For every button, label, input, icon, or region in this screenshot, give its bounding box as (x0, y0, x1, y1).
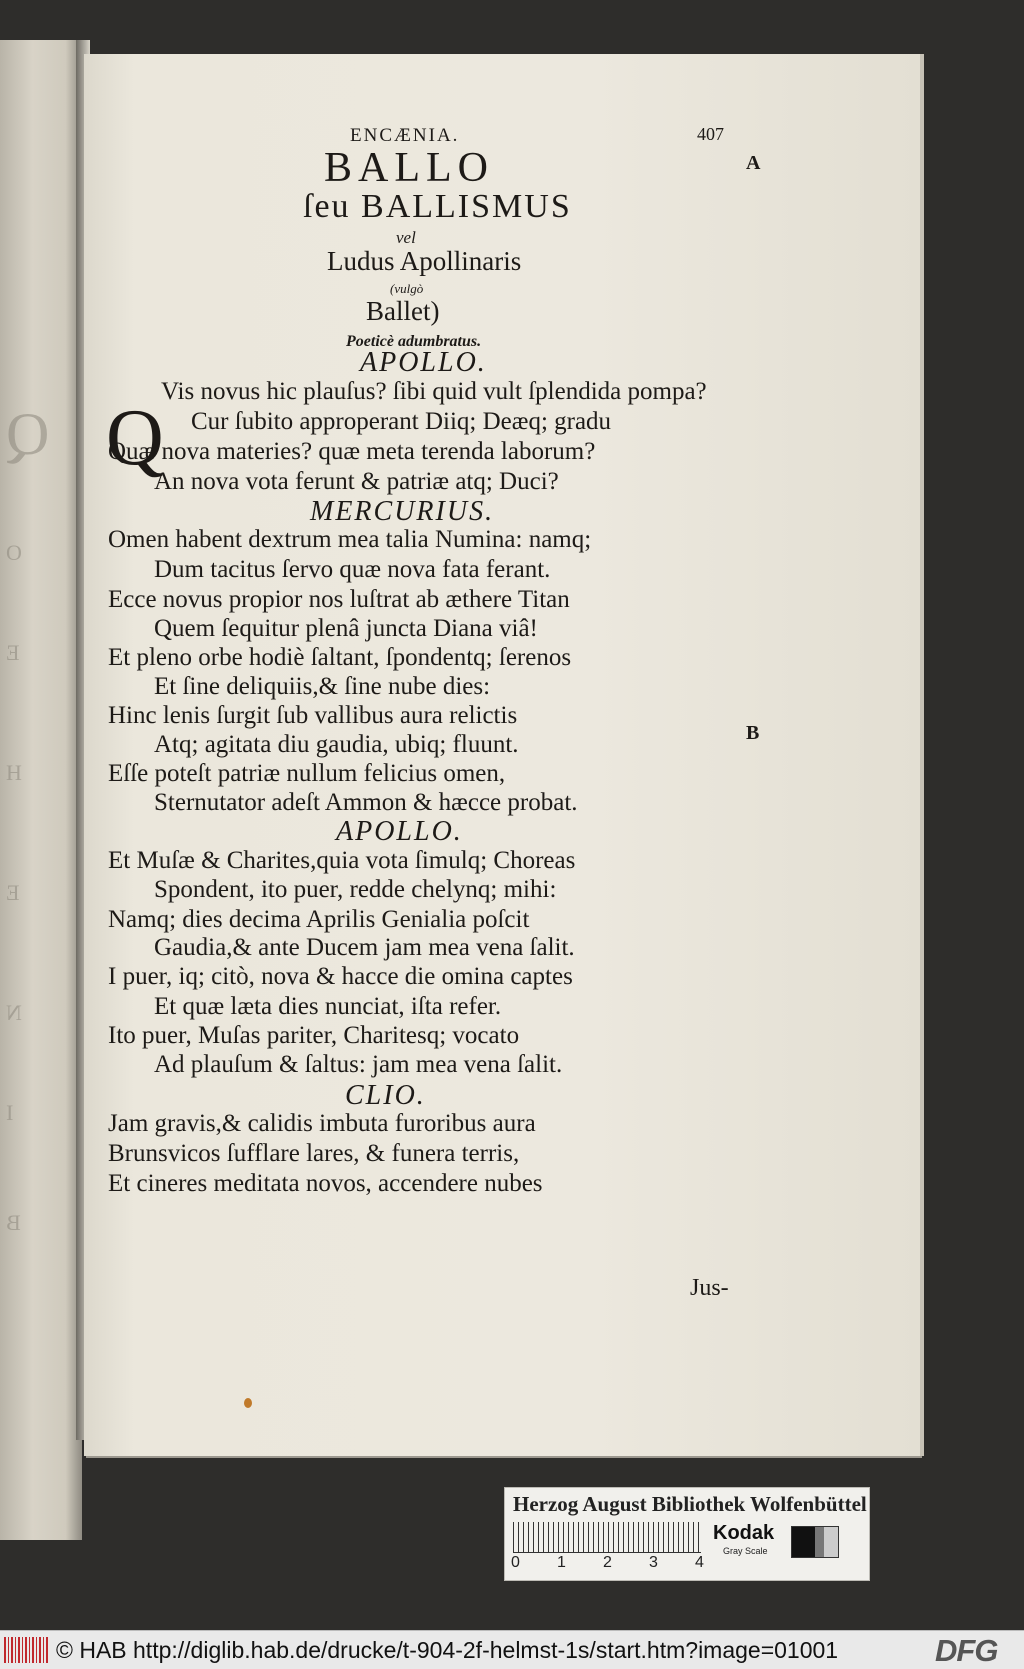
title-line: Poeticè adumbratus. (346, 333, 482, 350)
show-through-text: N (6, 1000, 22, 1025)
speaker-heading: CLIO. (345, 1080, 426, 1111)
signature-mark: B (746, 722, 760, 744)
show-through-text: B (6, 1210, 21, 1235)
title-line: BALLO (324, 145, 494, 191)
drop-cap: Q (106, 394, 164, 482)
verse-line: Ito puer, Muſas pariter, Charitesq; vocato (108, 1022, 520, 1049)
ruler-number: 3 (649, 1554, 658, 1571)
title-line: ſeu BALLISMUS (303, 188, 572, 225)
catchword: Jus- (690, 1275, 729, 1301)
verse-line: Dum tacitus ſervo quæ nova fata ferant. (154, 556, 551, 583)
footer-bar (0, 1630, 1024, 1669)
verse-line: Quem ſequitur plenâ juncta Diana viâ! (154, 615, 538, 642)
title-line: vel (396, 228, 416, 247)
show-through-text: I (6, 1100, 14, 1125)
verse-line: Et pleno orbe hodiè ſaltant, ſpondentq; ſerenos (108, 644, 572, 671)
verse-line: Omen habent dextrum mea talia Numina: namq; (108, 526, 592, 553)
verse-line: Brunsvicos ſufflare lares, & funera terris, (108, 1140, 520, 1167)
ruler-number: 2 (603, 1554, 612, 1571)
show-through-text: O (6, 540, 22, 565)
verse-line: Spondent, ito puer, redde chelynq; mihi: (154, 876, 557, 903)
verse-line: Et ſine deliquiis,& ſine nube dies: (154, 673, 491, 700)
gray-scale-label: Gray Scale (723, 1546, 768, 1556)
running-head: ENCÆNIA. (350, 125, 460, 146)
ruler-number: 4 (695, 1554, 704, 1571)
verse-line: Eſſe poteſt patriæ nullum felicius omen, (108, 760, 506, 787)
title-line: Ballet) (366, 296, 440, 326)
speaker-heading: APOLLO. (336, 816, 463, 847)
ruler-scale (513, 1522, 701, 1553)
ruler-number: 0 (511, 1554, 520, 1571)
verse-line: Et Muſæ & Charites,quia vota ſimulq; Choreas (108, 847, 576, 874)
ruler-number: 1 (557, 1554, 566, 1571)
barcode-icon (4, 1637, 48, 1663)
verse-line: Et quæ læta dies nunciat, iſta refer. (154, 993, 502, 1020)
verse-line: An nova vota ferunt & patriæ atq; Duci? (154, 468, 559, 495)
verse-line: Hinc lenis ſurgit ſub vallibus aura relictis (108, 702, 518, 729)
verse-line: Ad plauſum & ſaltus: jam mea vena ſalit. (154, 1051, 563, 1078)
verse-line: Cur ſubito approperant Diiq; Deæq; gradu (191, 408, 612, 435)
verse-line: Quæ nova materies? quæ meta terenda laborum? (108, 438, 596, 465)
verse-line: Jam gravis,& calidis imbuta furoribus aura (108, 1110, 536, 1137)
color-calibration-card (504, 1487, 870, 1581)
verse-line: Et cineres meditata novos, accendere nubes (108, 1170, 543, 1197)
paper-stain (244, 1398, 252, 1408)
verse-line: Vis novus hic plauſus? ſibi quid vult ſplendida pompa? (161, 378, 707, 405)
show-through-text: E (6, 880, 20, 905)
title-line: (vulgò (390, 281, 424, 296)
verse-line: Sternutator adeſt Ammon & hæcce probat. (154, 789, 578, 816)
show-through-text: H (6, 760, 22, 785)
page-edge (920, 54, 924, 1456)
signature-mark: A (746, 152, 761, 174)
show-through-text: Q (6, 401, 50, 467)
speaker-heading: APOLLO. (360, 347, 487, 378)
page-number: 407 (697, 124, 724, 144)
kodak-label: Kodak (713, 1522, 775, 1544)
library-name: Herzog August Bibliothek Wolfenbüttel (513, 1492, 867, 1516)
verse-line: Namq; dies decima Aprilis Genialia poſcit (108, 906, 530, 933)
gray-scale-patch (791, 1526, 839, 1558)
verse-line: Gaudia,& ante Ducem jam mea vena ſalit. (154, 934, 575, 961)
facing-page-edge (0, 40, 82, 1540)
verse-line: Atq; agitata diu gaudia, ubiq; fluunt. (154, 731, 519, 758)
show-through-text: E (6, 640, 20, 665)
title-line: Ludus Apollinaris (327, 246, 522, 276)
verse-line: Ecce novus propior nos luſtrat ab æthere Titan (108, 586, 570, 613)
dfg-logo: DFG (935, 1633, 998, 1668)
speaker-heading: MERCURIUS. (310, 496, 495, 527)
copyright-link[interactable]: © HAB http://diglib.hab.de/drucke/t-904-2f-helmst-1s/start.htm?image=01001 (56, 1637, 839, 1663)
verse-line: I puer, iq; citò, nova & hacce die omina captes (108, 963, 573, 990)
